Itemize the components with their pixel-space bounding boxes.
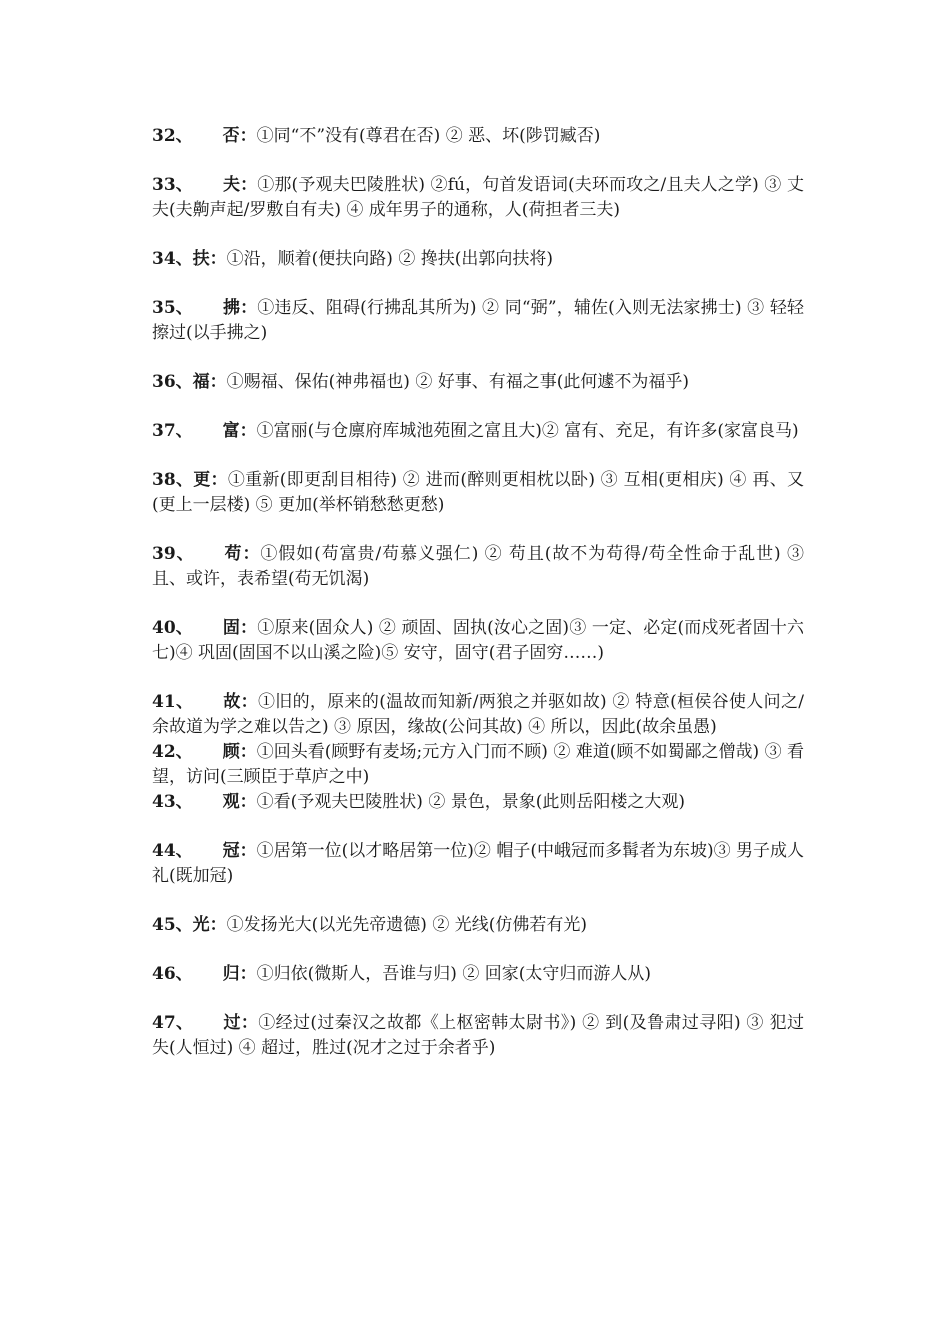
entry-number: 43、	[152, 792, 193, 812]
entry-number: 33、	[152, 175, 193, 195]
entry-definition: ①那(予观夫巴陵胜状) ②fú，句首发语词(夫环而攻之/且夫人之学) ③ 丈夫(夫齁声起/罗敷自有夫) ④ 成年男子的通称，人(荷担者三夫)	[152, 175, 804, 220]
entry-headword: 拂：	[222, 298, 258, 318]
entry-number: 42、	[152, 742, 193, 762]
entry-42	[152, 740, 804, 790]
entry-definition: ①居第一位(以才略居第一位)② 帽子(中峨冠而多髯者为东坡)③ 男子成人礼(既加冠)	[152, 841, 805, 886]
entry-37	[152, 419, 804, 444]
entry-headword: 否：	[222, 126, 257, 146]
entry-definition: ①沿，顺着(便扶向路) ② 搀扶(出郭向扶将)	[226, 249, 554, 269]
entry-headword: 福：	[192, 372, 227, 392]
entry-number: 46、	[152, 964, 193, 984]
entry-34	[152, 247, 804, 272]
entry-number: 40、	[152, 618, 193, 638]
entry-46	[152, 962, 804, 987]
entry-headword: 扶：	[192, 249, 227, 269]
entry-headword: 顾：	[222, 742, 257, 762]
entry-list	[152, 124, 804, 1061]
entry-definition: ①回头看(顾野有麦场;元方入门而不顾) ② 难道(顾不如蜀鄙之僧哉) ③ 看望，访问(三顾臣于草庐之中)	[152, 742, 804, 787]
entry-number: 39、	[152, 544, 195, 564]
entry-32	[152, 124, 804, 149]
entry-40	[152, 616, 804, 666]
entry-headword: 归：	[222, 964, 257, 984]
entry-headword: 光：	[192, 915, 227, 935]
entry-definition: ①假如(苟富贵/苟慕义强仁) ② 苟且(故不为苟得/苟全性命于乱世) ③ 且、或许，表希望(苟无饥渴)	[152, 544, 805, 589]
entry-38	[152, 468, 804, 518]
entry-33	[152, 173, 804, 223]
entry-number: 45、	[152, 915, 193, 935]
entry-44	[152, 839, 804, 889]
entry-headword: 过：	[223, 1013, 259, 1033]
entry-36	[152, 370, 804, 395]
entry-number: 44、	[152, 841, 193, 861]
entry-headword: 苟：	[224, 544, 261, 564]
entry-definition: ①旧的，原来的(温故而知新/两狼之并驱如故) ② 特意(桓侯谷使人问之/余故道为学之难以告之) ③ 原因，缘故(公问其故) ④ 所以，因此(故余虽愚)	[152, 692, 804, 737]
entry-35	[152, 296, 804, 346]
entry-47	[152, 1011, 804, 1061]
entry-definition: ①同“不”没有(尊君在否) ② 恶、坏(陟罚臧否)	[256, 126, 601, 146]
entry-definition: ①重新(即更刮目相待) ② 进而(醉则更相枕以卧) ③ 互相(更相庆) ④ 再、又(更上一层楼) ⑤ 更加(举杯销愁愁更愁)	[152, 470, 804, 515]
entry-definition: ①看(予观夫巴陵胜状) ② 景色，景象(此则岳阳楼之大观)	[256, 792, 686, 812]
entry-headword: 观：	[222, 792, 257, 812]
entry-45	[152, 913, 804, 938]
entry-41	[152, 690, 804, 740]
entry-headword: 夫：	[222, 175, 258, 195]
entry-definition: ①发扬光大(以光先帝遗德) ② 光线(仿佛若有光)	[226, 915, 588, 935]
entry-number: 38、	[152, 470, 194, 490]
entry-number: 35、	[152, 298, 193, 318]
entry-number: 37、	[152, 421, 193, 441]
entry-definition: ①赐福、保佑(神弗福也) ② 好事、有福之事(此何遽不为福乎)	[226, 372, 690, 392]
entry-number: 36、	[152, 372, 193, 392]
entry-number: 34、	[152, 249, 193, 269]
entry-definition: ①违反、阻碍(行拂乱其所为) ② 同“弼”，辅佐(入则无法家拂士) ③ 轻轻擦过(以手拂之)	[152, 298, 805, 343]
entry-number: 32、	[152, 126, 193, 146]
entry-headword: 故：	[223, 692, 258, 712]
entry-definition: ①经过(过秦汉之故都《上枢密韩太尉书》) ② 到(及鲁肃过寻阳) ③ 犯过失(人恒过) ④ 超过，胜过(况才之过于余者乎)	[152, 1013, 804, 1058]
entry-headword: 富：	[222, 421, 257, 441]
entry-definition: ①富丽(与仓廪府库城池苑囿之富且大)② 富有、充足，有许多(家富良马)	[256, 421, 799, 441]
entry-number: 47、	[152, 1013, 194, 1033]
entry-43	[152, 790, 804, 815]
entry-headword: 固：	[222, 618, 258, 638]
entry-definition: ①原来(固众人) ② 顽固、固执(汝心之固)③ 一定、必定(而戍死者固十六七)④ 巩固(固国不以山溪之险)⑤ 安守，固守(君子固穷……)	[152, 618, 805, 663]
entry-definition: ①归依(微斯人，吾谁与归) ② 回家(太守归而游人从)	[256, 964, 652, 984]
entry-headword: 更：	[193, 470, 228, 490]
entry-number: 41、	[152, 692, 194, 712]
entry-39	[152, 542, 804, 592]
entry-headword: 冠：	[222, 841, 257, 861]
